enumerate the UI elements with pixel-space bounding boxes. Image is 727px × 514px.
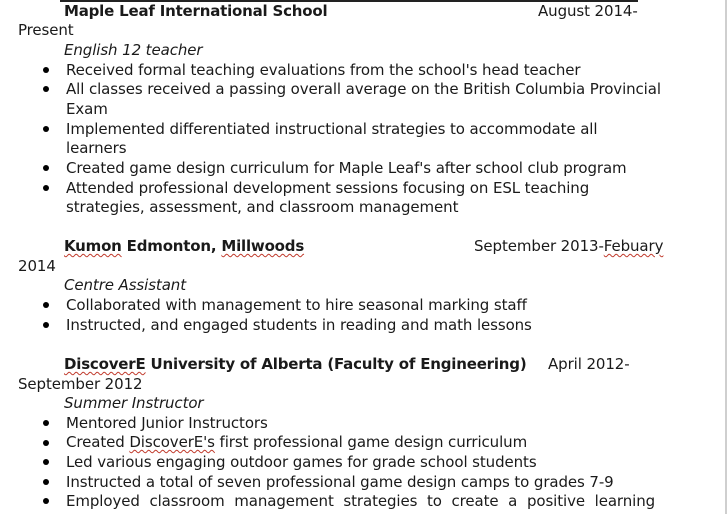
spell-flag: DiscoverE [64, 355, 146, 373]
bullet-marker [43, 165, 49, 171]
spell-flag: DiscoverE's [129, 433, 215, 451]
bullet-text: Instructed, and engaged students in reading and math lessons [66, 316, 532, 334]
bullet-marker [43, 498, 49, 504]
bullet-marker [43, 86, 49, 92]
bullet-text-cont: Exam [66, 100, 108, 118]
bullet-marker [43, 126, 49, 132]
employer-maple-leaf: Maple Leaf International School [64, 2, 328, 20]
job-dates-start: August 2014- [538, 2, 638, 20]
job-title: Centre Assistant [64, 276, 186, 294]
dates-part: September 2013- [474, 237, 604, 255]
job-dates-end: Present [18, 21, 74, 39]
spell-flag: Febuary [603, 237, 664, 255]
bullet-marker [43, 185, 49, 191]
bullet-text: Created game design curriculum for Maple Leaf's after school club program [66, 159, 627, 177]
spell-flag: Millwoods [221, 237, 305, 255]
bullet-marker [43, 459, 49, 465]
job-title: English 12 teacher [64, 41, 203, 59]
text-part: first professional game design curriculum [214, 433, 528, 451]
bullet-text: Mentored Junior Instructors [66, 414, 268, 432]
job-title: Summer Instructor [64, 394, 204, 412]
bullet-marker [43, 440, 49, 446]
bullet-marker [43, 67, 49, 73]
bullet-text: Instructed a total of seven professional game design camps to grades 7-9 [66, 473, 614, 491]
job-dates-end: September 2012 [18, 375, 143, 393]
bullet-text: Attended professional development sessions focusing on ESL teaching [66, 179, 590, 197]
employer-discovere [64, 355, 526, 374]
job-dates-start: April 2012- [548, 355, 630, 373]
bullet-marker [43, 322, 49, 328]
bullet-text [66, 433, 527, 452]
bullet-marker [43, 302, 49, 308]
job-dates-start [474, 237, 663, 256]
bullet-text: Received formal teaching evaluations from the school's head teacher [66, 61, 581, 79]
bullet-text: Employed classroom management strategies to create a positive learning [66, 492, 656, 510]
bullet-text: Collaborated with management to hire seasonal marking staff [66, 296, 527, 314]
text-part: Created [66, 433, 130, 451]
employer-kumon [64, 237, 304, 256]
bullet-text: Implemented differentiated instructional strategies to accommodate all [66, 120, 598, 138]
bullet-marker [43, 420, 49, 426]
bullet-marker [43, 479, 49, 485]
job-dates-end: 2014 [18, 257, 56, 275]
bullet-text: Led various engaging outdoor games for grade school students [66, 453, 537, 471]
bullet-text-cont: strategies, assessment, and classroom management [66, 198, 459, 216]
spell-flag: Kumon [64, 237, 122, 255]
bullet-text: All classes received a passing overall average on the British Columbia Provincial [66, 80, 661, 98]
employer-part: University of Alberta (Faculty of Engineering) [145, 355, 527, 373]
bullet-text-cont: learners [66, 139, 127, 157]
employer-part: Edmonton, [121, 237, 222, 255]
